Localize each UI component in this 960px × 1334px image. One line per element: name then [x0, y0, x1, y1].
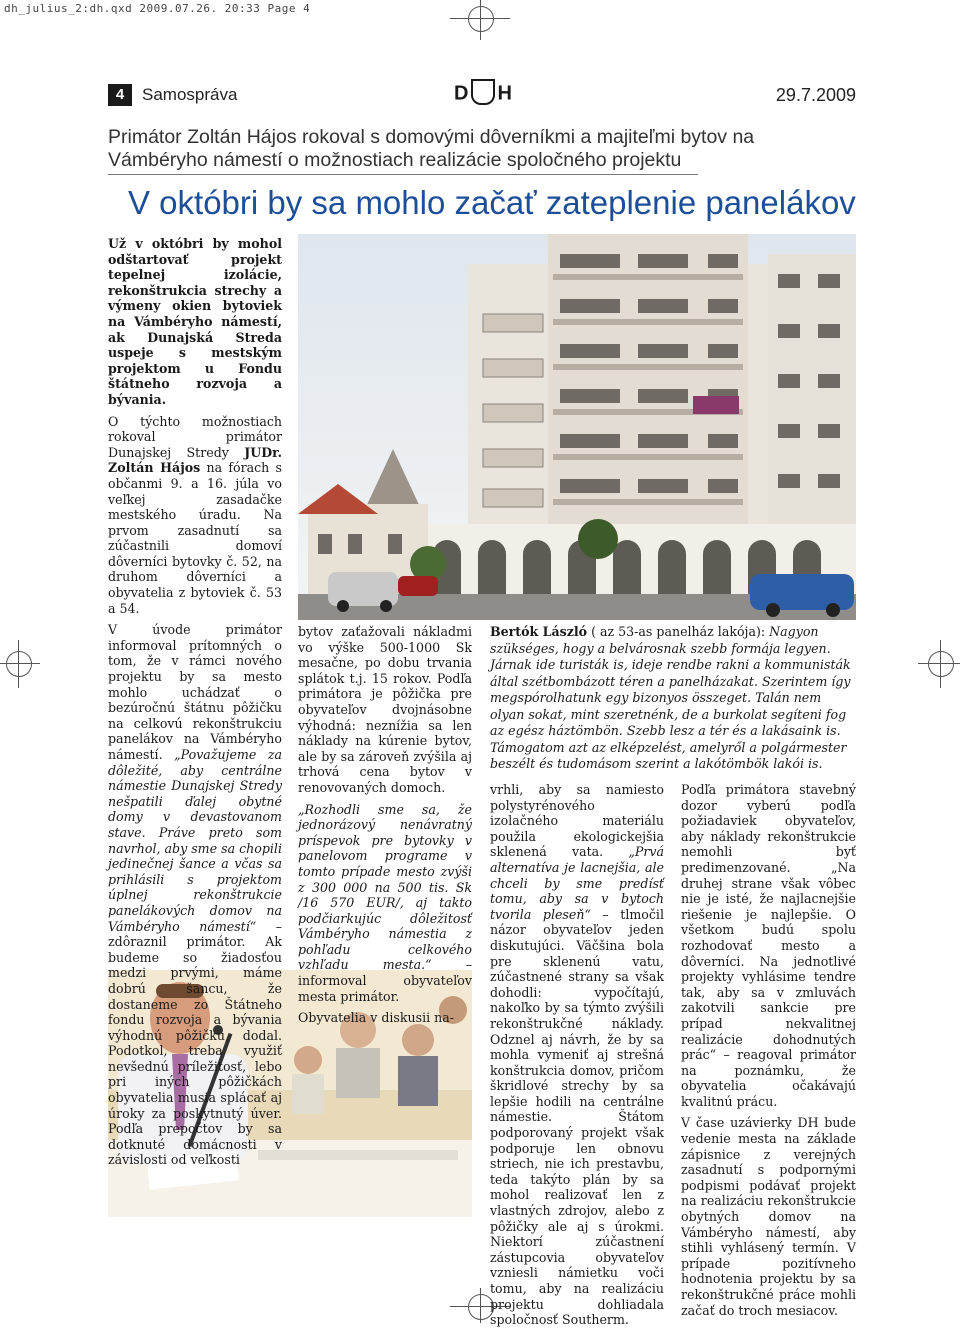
column-1-paragraph-2 — [108, 414, 282, 617]
crop-mark-top — [468, 6, 494, 32]
column-1-paragraph-3 — [108, 622, 282, 1168]
column-2-paragraph-3: Obyvatelia v diskusii na- — [298, 1010, 455, 1026]
crop-line-top-v — [480, 0, 481, 40]
issue-date: 29.7.2009 — [775, 85, 856, 105]
article-subtitle: Primátor Zoltán Hájos rokoval s domovými dôverníkmi a majiteľmi bytov na Vámbéryho námestí o možnostiach realizácie spoločného projektu — [108, 126, 755, 171]
column-3-paragraph-1 — [490, 782, 664, 1328]
quote-text: „Na druhej strane však vôbec nie je isté, že najlacnejšie riešenie je najlepšie. O všetkom budú spolu rozhodovať mesto a dôverníci. Na jednotlivé projekty vyhlásime tendre tak, aby sa v zmluvách zakotvili sankcie pre prípad nekvalitnej realizácie dohodnutých prác“ — [681, 859, 856, 1063]
quote-text: „Prvá alternatíva je lacnejšia, ale chceli by sme predísť tomu, aby sa v bytoch tvorila pleseň“ — [490, 844, 664, 922]
resident-quote-box — [490, 624, 856, 773]
paragraph-text: vrhli, aby sa namiesto polystyrénového izolačného materiálu použila ekologickejšia sklenená vata. — [490, 782, 664, 860]
logo-letter-left: D — [454, 82, 470, 105]
article-headline: V októbri by sa mohlo začať zateplenie panelákov — [128, 184, 856, 221]
building-photo-illustration — [298, 234, 856, 620]
crest-icon — [471, 79, 495, 105]
person-name: JUDr. Zoltán Hájos — [108, 444, 282, 476]
quote-text: „Považujeme za dôležité, aby centrálne námestie Dunajskej Stredy nešpatili ďalej obytné domy v devastovanom stave. Práve preto som navrhol, aby sme sa chopili jedinečnej šance a včas sa prihlásili s projektom úplnej rekonštrukcie panelákových domov na Vámbéryho námestí“ — [108, 747, 283, 934]
quote-text: „Rozhodli sme sa, že jednorázový nenávratný príspevok pre bytovky v panelovom programe v tomto prípade mesto zvýši z 300 000 na 500 tis. Sk /16 570 EUR/, aj takto podčiarkujúc dôležitosť Vámbéryho námestia z pohľadu celkového vzhľadu mesta.“ — [298, 801, 472, 973]
crop-line-right-h — [918, 663, 960, 664]
crop-line-left-h — [0, 663, 40, 664]
paragraph-text: – tlmočil názor obyvateľov jeden diskutujúci. Väčšina bola pre sklenenú vatu, zúčastnené strany sa však dohodli: vypočítajú, nakoľko by sa týmto zvýšili rekonštrukčné náklady. Odznel aj návrh, že by sa mohla vymeniť aj strešná konštrukcia domov, pričom škridlové strechy by sa lepšie hodili na centrálne námestie. Štátom podporovaný projekt však podporuje len obnovu striech, nie ich prestavbu, teda takýto plán by sa mohol realizovať len z vlastných zdrojov, alebo z pôžičky ale aj s úrokmi. Niektorí zúčastnení zástupcovia obyvateľov vzniesli námietku voči tomu, aby na realizáciu projektu dohliadala spoločnosť Southerm. — [490, 906, 664, 1328]
paragraph-text: – zdôraznil primátor. Ak budeme so žiadosťou medzi prvými, máme dobrú šancu, že dostaneme zo Štátneho fondu rozvoja a bývania výhodnú pôžičku, dodal. Podotkol, treba využiť nevšednú príležitosť, lebo pri iných pôžičkách obyvatelia musia splácať aj úroky za poskytnutý úver. Podľa prepočtov by sa dotknuté domácnosti v závislosti od veľkosti — [108, 918, 282, 1168]
page-number: 4 — [108, 84, 132, 106]
crop-mark-right — [928, 651, 954, 677]
building-photo — [298, 234, 856, 620]
page-header — [108, 84, 856, 108]
quote-author: Bertók László — [490, 624, 588, 639]
print-slug: dh_julius_2:dh.qxd 2009.07.26. 20:33 Page 4 — [4, 2, 311, 15]
paragraph-text: – informoval obyvateľov mesta primátor. — [298, 957, 472, 1004]
column-2-paragraph-1: bytov zaťažovali nákladmi vo výške 500-1000 Sk mesačne, po dobu trvania splátok t.j. 15 rokov. Podľa primátora je pôžička pre obyvateľov dvojnásobne výhodná: neznížia sa len náklady na kúrenie bytov, ale by sa zároveň zvýšila aj trhová cena bytov v renovovaných domoch. — [298, 624, 472, 795]
article-column-4 — [681, 782, 856, 1324]
paragraph-text: – reagoval primátor na poznámku, že obyvatelia očakávajú kvalitnú prácu. — [681, 1047, 856, 1109]
paragraph-text: Podľa primátora stavebný dozor vyberú podľa požiadaviek obyvateľov, aby náklady rekonštrukcie nemohli byť predimenzované. — [681, 782, 856, 875]
quote-body: Nagyon szükséges, hogy a belvárosnak szebb formája legyen. Járnak ide turisták is, ideje rendbe rakni a kommunisták által szétbombázott téren a panelházakat. Szerintem így megspórolhatunk egy bizonyos összeget. Talán nem olyan sokat, mint szeretnénk, de a burkolat segíteni fog az egész háztömbön. Szebb lesz a tér és a lakásaink is. Támogatom azt az elképzelést, amelyről a polgármester beszélt és tudomásom szerint a lakótömbök lakói is. — [490, 624, 851, 771]
dh-logo — [454, 81, 513, 107]
logo-letter-right: H — [497, 82, 513, 105]
paragraph-text: O týchto možnostiach rokoval primátor Dunajskej Stredy — [108, 413, 282, 460]
article-column-3 — [490, 782, 664, 1334]
crop-line-bottom-v — [480, 1288, 481, 1323]
paragraph-text: V úvode primátor informoval prítomných o tom, že v rámci nového projektu by sa mesto mohlo uchádzať o bezúročnú štátnu pôžičku na celkovú rekonštrukciu panelákov na Vámbéryho námestí. — [108, 622, 282, 762]
article-column-2 — [298, 624, 472, 1032]
article-lead: Už v októbri by mohol odštartovať projekt tepelnej izolácie, rekonštrukcia strechy a výmeny okien bytoviek na Vámbéryho námestí, ak Dunajská Streda uspeje s mestským projektom u Fondu štátneho rozvoja a bývania. — [108, 236, 282, 407]
column-4-paragraph-2: V čase uzávierky DH bude vedenie mesta na základe zápisnice z verejných zasadnutí s podpornými podpismi podávať projekt na realizáciu rekonštrukcie obytných domov na Vámbéryho námestí, aby stihli vyhlásený termín. V prípade pozitívneho hodnotenia projektu by sa rekonštrukčné práce mohli začať do troch mesiacov. — [681, 1115, 856, 1318]
column-4-paragraph-1 — [681, 782, 856, 1109]
paragraph-text: na fórach s občanmi 9. a 16. júla vo veľkej zasadačke mestského úradu. Na prvom zasadnutí sa zúčastnili domoví dôverníci bytovky č. 52, na druhom dôverníci a obyvatelia z bytoviek č. 53 a 54. — [108, 460, 282, 616]
column-2-paragraph-2 — [298, 802, 472, 1005]
quote-author-note: ( az 53-as panelház lakója): — [587, 624, 770, 639]
subtitle-rule — [108, 174, 698, 175]
article-column-1 — [108, 236, 282, 1174]
crop-line-right-v — [940, 640, 941, 688]
crop-mark-left — [6, 651, 32, 677]
section-name: Samospráva — [142, 85, 238, 104]
crop-line-left-v — [18, 640, 19, 688]
